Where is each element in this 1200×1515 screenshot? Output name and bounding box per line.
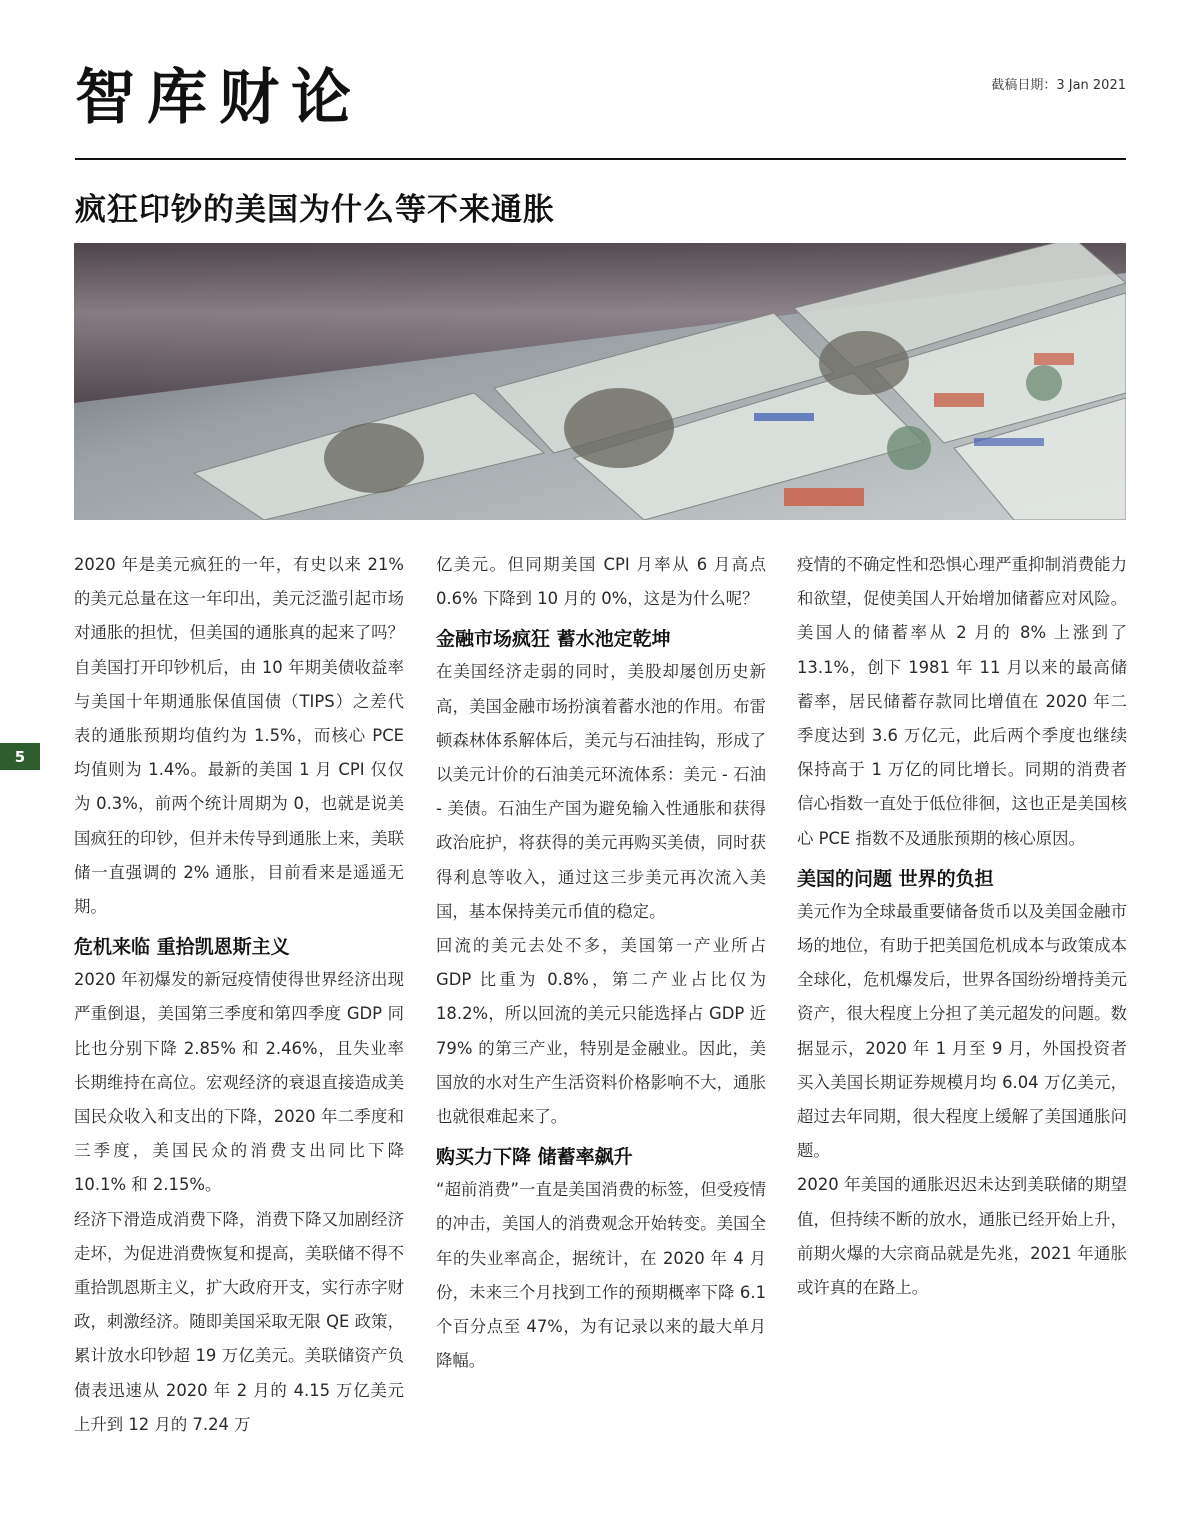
article-column-3 (797, 548, 1127, 1305)
paragraph: 回流的美元去处不多，美国第一产业所占 GDP 比重为 0.8%，第二产业占比仅为 18.2%，所以回流的美元只能选择占 GDP 近 79% 的第三产业，特别是金融业。因此，美国放的水对生产生活资料价格影响不大，通胀也就很难起来了。 (436, 936, 766, 1127)
section-heading: 金融市场疯狂 蓄水池定乾坤 (436, 628, 671, 651)
paragraph: 美元作为全球最重要储备货币以及美国金融市场的地位，有助于把美国危机成本与政策成本全球化，危机爆发后，世界各国纷纷增持美元资产，很大程度上分担了美元超发的问题。数据显示，2020 年 1 月至 9 月，外国投资者买入美国长期证券规模月均 6.04 万亿美元，超过去年同期，很大程度上缓解了美国通胀问题。 (797, 901, 1127, 1161)
article-column-2 (436, 548, 766, 1378)
section-heading: 美国的问题 世界的负担 (797, 867, 994, 890)
issue-date: 截稿日期：3 Jan 2021 (991, 78, 1126, 93)
paragraph: 2020 年初爆发的新冠疫情使得世界经济出现严重倒退，美国第三季度和第四季度 GDP 同比也分别下降 2.85% 和 2.46%，且失业率长期维持在高位。宏观经济的衰退直接造成美国民众收入和支出的下降，2020 年二季度和三季度，美国民众的消费支出同比下降 10.1% 和 2.15%。 (74, 970, 404, 1195)
paragraph: “超前消费”一直是美国消费的标签，但受疫情的冲击，美国人的消费观念开始转变。美国全年的失业率高企，据统计，在 2020 年 4 月份，未来三个月找到工作的预期概率下降 6.1 个百分点至 47%，为有记录以来的最大单月降幅。 (436, 1180, 766, 1371)
article-title: 疯狂印钞的美国为什么等不来通胀 (75, 192, 555, 228)
paragraph: 经济下滑造成消费下降，消费下降又加剧经济走坏，为促进消费恢复和提高，美联储不得不重拾凯恩斯主义，扩大政府开支，实行赤字财政，刺激经济。随即美国采取无限 QE 政策，累计放水印钞超 19 万亿美元。美联储资产负债表迅速从 2020 年 2 月的 4.15 万亿美元上升到 12 月的 7.24 万 (74, 1209, 404, 1434)
paragraph: 疫情的不确定性和恐惧心理严重抑制消费能力和欲望，促使美国人开始增加储蓄应对风险。美国人的储蓄率从 2 月的 8% 上涨到了 13.1%，创下 1981 年 11 月以来的最高储蓄率，居民储蓄存款同比增值在 2020 年二季度达到 3.6 万亿元，此后两个季度也继续保持高于 1 万亿的同比增长。同期的消费者信心指数一直处于低位徘徊，这也正是美国核心 PCE 指数不及通胀预期的核心原因。 (797, 555, 1127, 848)
section-heading: 危机来临 重拾凯恩斯主义 (74, 936, 290, 959)
section-heading: 购买力下降 储蓄率飙升 (436, 1146, 633, 1169)
article-column-1 (74, 548, 404, 1442)
header-divider (75, 158, 1126, 160)
paragraph: 在美国经济走弱的同时，美股却屡创历史新高，美国金融市场扮演着蓄水池的作用。布雷顿森林体系解体后，美元与石油挂钩，形成了以美元计价的石油美元环流体系：美元 - 石油 - 美债。石油生产国为避免输入性通胀和获得政治庇护，将获得的美元再购买美债，同时获得利息等收入，通过这三步美元再次流入美国，基本保持美元币值的稳定。 (436, 662, 766, 921)
dollar-printing-press-photo (74, 243, 1126, 520)
paragraph: 2020 年是美元疯狂的一年，有史以来 21% 的美元总量在这一年印出，美元泛滥引起市场对通胀的担忧，但美国的通胀真的起来了吗？自美国打开印钞机后，由 10 年期美债收益率与美国十年期通胀保值国债（TIPS）之差代表的通胀预期均值约为 1.5%，而核心 PCE 均值则为 1.4%。最新的美国 1 月 CPI 仅仅为 0.3%，前两个统计周期为 0，也就是说美国疯狂的印钞，但并未传导到通胀上来，美联储一直强调的 2% 通胀，目前看来是遥遥无期。 (74, 555, 404, 917)
paragraph: 亿美元。但同期美国 CPI 月率从 6 月高点 0.6% 下降到 10 月的 0%，这是为什么呢？ (436, 555, 766, 609)
masthead-title: 智库财论 (75, 63, 363, 133)
page-number-tab: 5 (0, 743, 40, 770)
paragraph: 2020 年美国的通胀迟迟未达到美联储的期望值，但持续不断的放水，通胀已经开始上升，前期火爆的大宗商品就是先兆，2021 年通胀或许真的在路上。 (797, 1175, 1127, 1298)
hero-image (74, 243, 1126, 520)
